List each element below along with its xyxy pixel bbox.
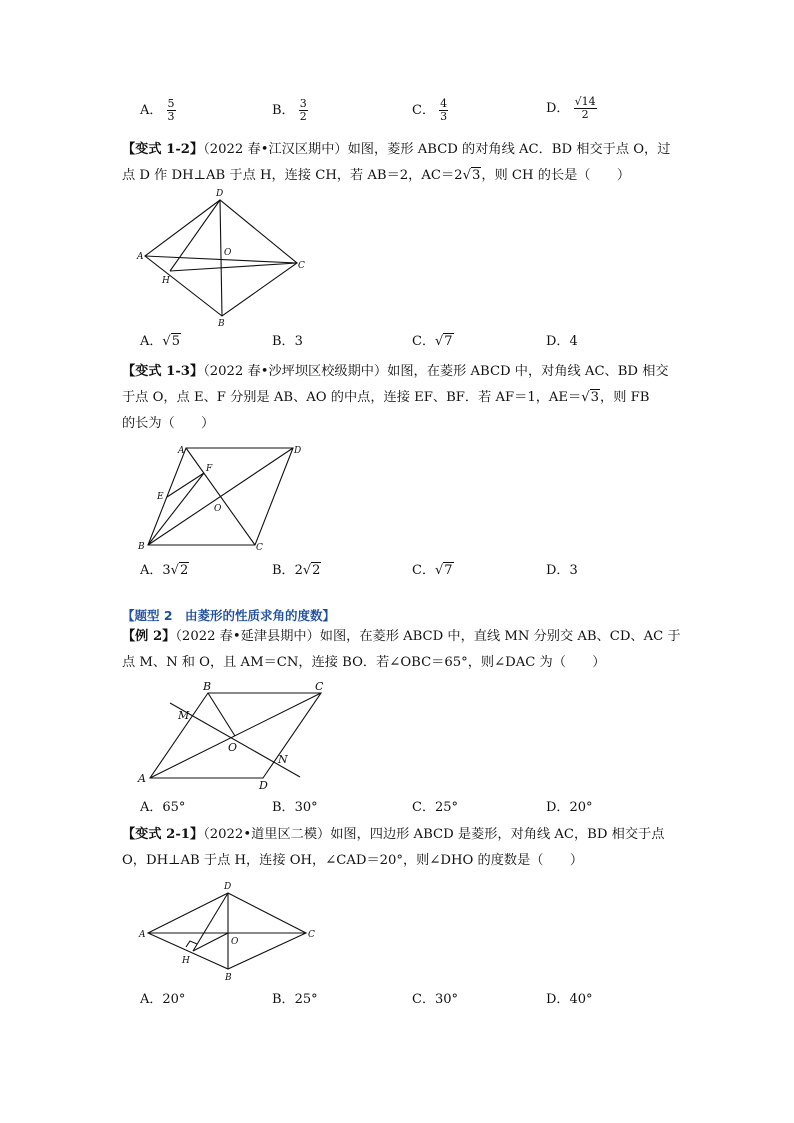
label-b: B bbox=[203, 680, 212, 693]
q13-option-c[interactable]: C．√7 bbox=[412, 563, 453, 578]
label-h: H bbox=[182, 956, 190, 966]
q13-line2: 于点 O，点 E、F 分别是 AB、AO 的中点，连接 EF、BF．若 AF＝1，AE＝√3，则 FB bbox=[122, 390, 650, 405]
label-d: D bbox=[259, 779, 268, 792]
label-d: D bbox=[294, 446, 302, 456]
label-d: D bbox=[216, 189, 224, 199]
q13-option-d[interactable]: D．3 bbox=[546, 563, 578, 578]
q21-option-a[interactable]: A．20° bbox=[140, 992, 186, 1007]
fraction: $\frac{5}{3}$ bbox=[167, 97, 175, 123]
q12-line2: 点 D 作 DH⊥AB 于点 H，连接 CH，若 AB＝2，AC＝2√3，则 CH 的长是（ ） bbox=[122, 166, 630, 186]
prev-option-c[interactable]: C． $\frac{4}{3}$ bbox=[412, 97, 448, 123]
q13-line3: 的长为（ ） bbox=[122, 416, 215, 431]
prev-option-b[interactable]: B． $\frac{3}{2}$ bbox=[272, 97, 307, 123]
q2-option-d[interactable]: D．20° bbox=[546, 800, 593, 815]
label-m: M bbox=[178, 709, 190, 722]
label-o: O bbox=[228, 741, 238, 754]
q13-option-b[interactable]: B．2√2 bbox=[272, 563, 321, 578]
label-c: C bbox=[256, 543, 263, 553]
label-c: C bbox=[308, 930, 315, 940]
label-b: B bbox=[225, 973, 232, 983]
q21-option-b[interactable]: B．25° bbox=[272, 992, 318, 1007]
label-o: O bbox=[231, 937, 239, 947]
q13-line1: 【变式 1-3】（2022 春•沙坪坝区校级期中）如图，在菱形 ABCD 中，对角线 AC、BD 相交 bbox=[122, 364, 669, 379]
label-c: C bbox=[298, 261, 305, 271]
rhombus bbox=[148, 893, 306, 969]
q2-option-b[interactable]: B．30° bbox=[272, 800, 318, 815]
label-a: A bbox=[178, 446, 185, 456]
q12-option-d[interactable]: D．4 bbox=[546, 334, 578, 349]
label-e: E bbox=[157, 492, 164, 502]
label-d: D bbox=[224, 882, 232, 892]
label-f: F bbox=[206, 464, 213, 474]
q21-option-c[interactable]: C．30° bbox=[412, 992, 458, 1007]
label-b: B bbox=[218, 319, 225, 329]
sqrt: √3 bbox=[462, 168, 481, 183]
label-o: O bbox=[214, 504, 222, 514]
label-n: N bbox=[278, 753, 288, 766]
fraction: $\frac{√14}{2}$ bbox=[574, 95, 596, 121]
section-heading: 【题型 2 由菱形的性质求角的度数】 bbox=[122, 608, 336, 623]
q13-option-a[interactable]: A．3√2 bbox=[140, 563, 189, 578]
q2-line2: 点 M、N 和 O，且 AM＝CN，连接 BO．若∠OBC＝65°，则∠DAC 为（ ） bbox=[122, 655, 606, 670]
q12-option-c[interactable]: C．√7 bbox=[412, 334, 453, 349]
prev-option-d[interactable]: D． $\frac{√14}{2}$ bbox=[546, 95, 596, 121]
label-h: H bbox=[162, 276, 170, 286]
q2-line1: 【例 2】（2022 春•延津县期中）如图，在菱形 ABCD 中，直线 MN 分别交 AB、CD、AC 于 bbox=[122, 629, 681, 644]
q21-line2: O，DH⊥AB 于点 H，连接 OH，∠CAD＝20°，则∠DHO 的度数是（ ） bbox=[122, 853, 584, 868]
label-a: A bbox=[137, 252, 144, 262]
fraction: $\frac{3}{2}$ bbox=[299, 97, 307, 123]
q2-option-c[interactable]: C．25° bbox=[412, 800, 458, 815]
fraction: $\frac{4}{3}$ bbox=[440, 97, 448, 123]
q12-option-a[interactable]: A．√5 bbox=[140, 334, 180, 349]
q12-line1: 【变式 1-2】（2022 春•江汉区期中）如图，菱形 ABCD 的对角线 AC．BD 相交于点 O，过 bbox=[122, 142, 671, 157]
label-a: A bbox=[138, 772, 146, 785]
label-b: B bbox=[138, 542, 145, 552]
label-o: O bbox=[224, 248, 232, 258]
q21-line1: 【变式 2-1】（2022•道里区二模）如图，四边形 ABCD 是菱形，对角线 AC，BD 相交于点 bbox=[122, 827, 665, 842]
q21-option-d[interactable]: D．40° bbox=[546, 992, 593, 1007]
label-c: C bbox=[315, 680, 324, 693]
prev-option-a[interactable]: A． $\frac{5}{3}$ bbox=[140, 97, 175, 123]
q2-option-a[interactable]: A．65° bbox=[140, 800, 186, 815]
q12-option-b[interactable]: B．3 bbox=[272, 334, 303, 349]
label-a: A bbox=[139, 930, 146, 940]
